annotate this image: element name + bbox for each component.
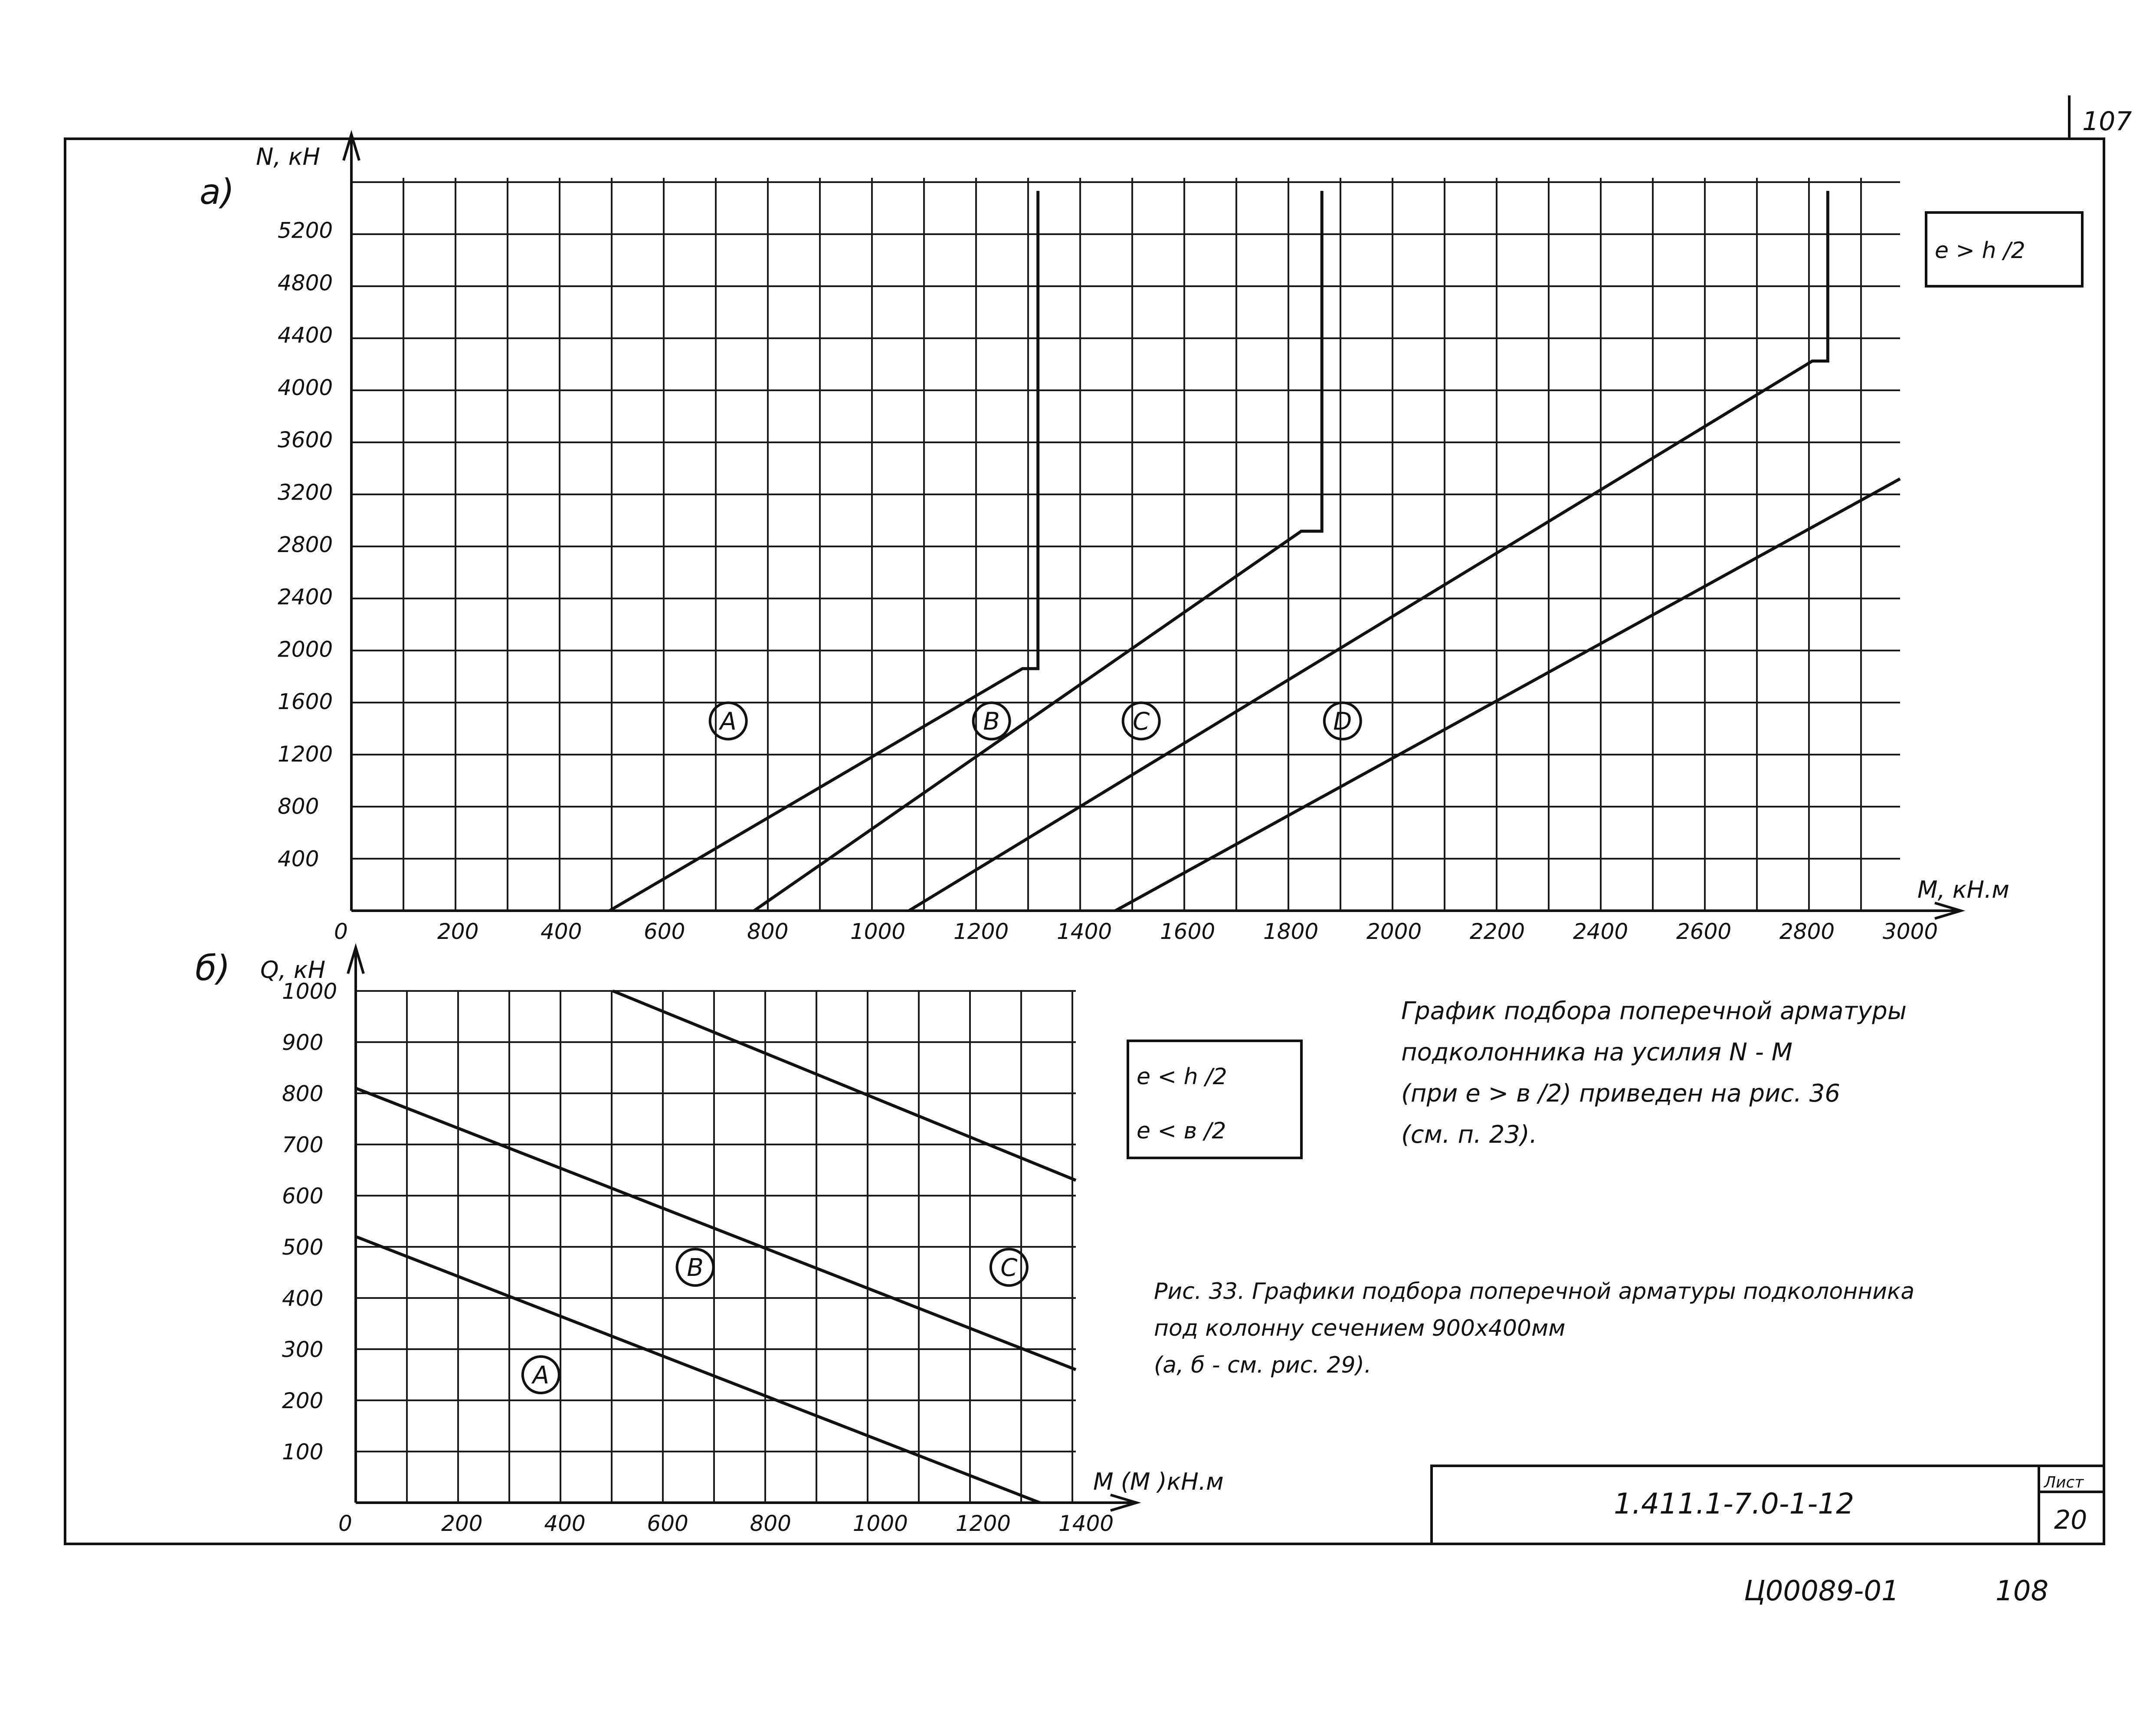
series-line-В — [356, 1088, 1076, 1370]
condition-box-a — [1926, 213, 2082, 286]
x-tick-label: 800 — [750, 1511, 792, 1536]
y-tick-label: 1600 — [278, 689, 333, 715]
y-tick-label: 600 — [282, 1184, 324, 1209]
y-tick-label: 400 — [282, 1286, 324, 1311]
series-line-С — [613, 991, 1076, 1180]
x-tick-label: 1200 — [953, 919, 1009, 944]
y-tick-label: 500 — [282, 1235, 324, 1260]
x-tick-label: 2400 — [1573, 919, 1628, 944]
y-tick-label: 2800 — [278, 532, 333, 557]
x-tick-label: 2600 — [1676, 919, 1732, 944]
x-axis-label: M, кН.м — [1917, 876, 2010, 903]
y-tick-label: 800 — [282, 1081, 324, 1106]
series-line-А — [609, 191, 1038, 911]
y-tick-label: 3600 — [278, 427, 333, 453]
caption-line-1: Рис. 33. Графики подбора поперечной арматуры подколонника — [1154, 1278, 1915, 1305]
sheet-frame — [65, 139, 2104, 1544]
x-tick-label: 200 — [437, 919, 479, 944]
x-tick-label: 2200 — [1470, 919, 1525, 944]
y-tick-label: 300 — [282, 1337, 324, 1362]
series-label-А: А — [720, 707, 737, 736]
note-line-4: (см. п. 23). — [1401, 1121, 1537, 1149]
y-tick-label: 1000 — [282, 979, 337, 1004]
x-tick-label: 3000 — [1883, 919, 1938, 944]
panel-a-label: а) — [200, 172, 235, 212]
y-tick-label: 800 — [278, 794, 319, 819]
condition-text-b2: e < в /2 — [1137, 1118, 1226, 1144]
y-axis-label: Q, кН — [260, 956, 326, 984]
y-tick-label: 4800 — [278, 270, 333, 296]
chart-b — [260, 948, 1224, 1536]
x-axis-label: M (M )кН.м — [1093, 1468, 1224, 1495]
archive-page: 108 — [1995, 1575, 2049, 1607]
series-label-В: В — [983, 707, 1000, 736]
panel-b-label: б) — [195, 948, 230, 988]
chart-a — [256, 134, 2009, 944]
title-block — [1432, 1466, 2104, 1544]
y-tick-label: 2000 — [278, 637, 333, 662]
x-tick-label: 0 — [334, 919, 348, 944]
x-tick-label: 1000 — [852, 1511, 908, 1536]
y-tick-label: 400 — [278, 846, 319, 872]
note-line-2: подколонника на усилия N - M — [1401, 1038, 1793, 1066]
condition-text-a: e > h /2 — [1935, 238, 2025, 264]
series-label-А: А — [532, 1361, 550, 1390]
x-tick-label: 600 — [644, 919, 685, 944]
sheet-number: 20 — [2054, 1505, 2087, 1535]
y-tick-label: 3200 — [278, 480, 333, 505]
y-axis-label: N, кН — [256, 143, 320, 170]
series-label-В: В — [687, 1254, 704, 1282]
series-line-С — [909, 191, 1828, 911]
y-tick-label: 100 — [282, 1439, 324, 1465]
caption-line-2: под колонну сечением 900х400мм — [1154, 1315, 1566, 1341]
condition-text-b1: e < h /2 — [1137, 1064, 1227, 1090]
caption-line-3: (а, б - см. рис. 29). — [1154, 1352, 1372, 1378]
y-tick-label: 5200 — [278, 218, 333, 243]
y-tick-label: 4400 — [278, 323, 333, 348]
y-tick-label: 2400 — [278, 584, 333, 610]
x-tick-label: 2000 — [1366, 919, 1422, 944]
caption-block — [1154, 1278, 1914, 1378]
archive-code: Ц00089-01 — [1744, 1575, 1899, 1607]
y-tick-label: 900 — [282, 1030, 324, 1055]
y-tick-label: 200 — [282, 1388, 324, 1413]
note-line-1: График подбора поперечной арматуры — [1401, 997, 1907, 1025]
x-tick-label: 1800 — [1263, 919, 1319, 944]
series-label-С: С — [1000, 1254, 1018, 1282]
x-tick-label: 1400 — [1058, 1511, 1114, 1536]
sheet-label: Лист — [2044, 1474, 2084, 1491]
series-line-D — [1115, 479, 1900, 911]
x-tick-label: 1200 — [955, 1511, 1011, 1536]
doc-code: 1.411.1-7.0-1-12 — [1614, 1487, 1855, 1520]
note-block — [1401, 997, 1907, 1149]
series-label-С: С — [1133, 707, 1150, 736]
x-tick-label: 400 — [541, 919, 582, 944]
x-tick-label: 0 — [338, 1511, 352, 1536]
condition-box-b — [1128, 1041, 1301, 1158]
y-tick-label: 1200 — [278, 741, 333, 767]
note-line-3: (при e > в /2) приведен на рис. 36 — [1401, 1079, 1841, 1108]
x-tick-label: 400 — [544, 1511, 586, 1536]
x-tick-label: 2800 — [1779, 919, 1835, 944]
x-tick-label: 1000 — [850, 919, 906, 944]
y-tick-label: 4000 — [278, 375, 333, 400]
x-tick-label: 200 — [441, 1511, 483, 1536]
x-tick-label: 1600 — [1160, 919, 1216, 944]
page-number-top: 107 — [2082, 106, 2132, 137]
x-tick-label: 1400 — [1057, 919, 1112, 944]
x-tick-label: 600 — [647, 1511, 688, 1536]
series-label-D: D — [1333, 707, 1352, 736]
x-tick-label: 800 — [747, 919, 789, 944]
y-tick-label: 700 — [282, 1132, 324, 1157]
